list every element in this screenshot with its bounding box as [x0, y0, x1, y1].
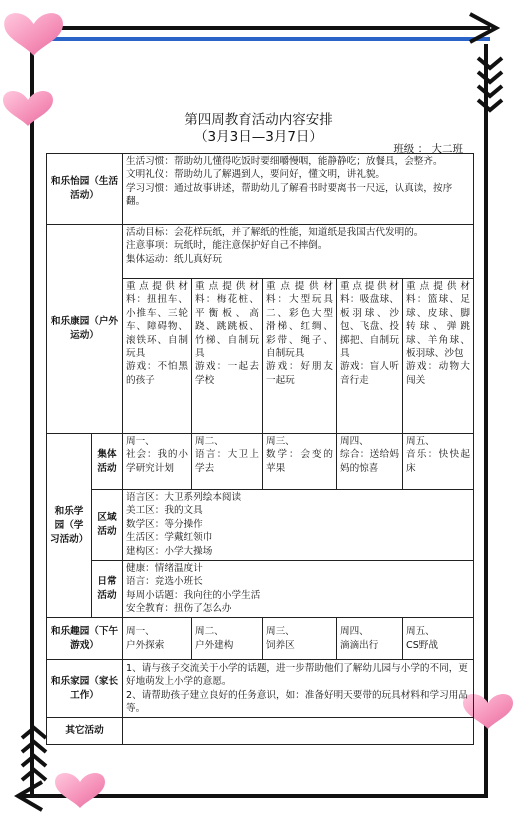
outdoor-day-cell: 重点提供材料：篮球、足球、皮球、脚转球、弹跳球、羊角球、板羽球、沙包 游戏：动物大闯关: [403, 279, 474, 434]
life-activity-cell: [123, 154, 474, 225]
collective-day-cell: 周二、 语言：大卫上学去: [192, 434, 263, 490]
table-row: [47, 490, 474, 561]
collective-day-cell: 周五、 音乐：快快起床: [403, 434, 474, 490]
section-label: 和乐家园（家长工作）: [47, 660, 123, 718]
chevron-stack-icon: [478, 58, 502, 110]
outdoor-day-cell: 重点提供材料：吸盘球、板羽球、沙包、飞盘、投掷把、自制玩具 游戏：盲人听音行走: [337, 279, 403, 434]
parent-work-cell: [123, 660, 474, 718]
text-line: 语言：竞选小班长: [126, 576, 203, 588]
area-activity-cell: [123, 490, 474, 561]
text-line: 学习习惯：通过故事讲述，帮助幼儿了解看书时要离书一尺远，认真读，按序翻。: [126, 182, 453, 208]
text-line: 数学区：等分操作: [126, 518, 203, 530]
sub-label: 区域活动: [92, 490, 123, 561]
text-line: 注意事项：玩纸时，能注意保护好自己不摔倒。: [126, 240, 328, 252]
class-label: 班级 ： 大二班: [393, 143, 463, 155]
afternoon-day-cell: 周一、 户外探索: [123, 618, 192, 660]
text-line: 生活习惯：帮助幼儿懂得吃饭时要细嚼慢咽，能静静吃；放餐具，会整齐。: [126, 156, 443, 167]
page-title: 第四周教育活动内容安排: [184, 112, 333, 128]
outdoor-day-cell: 重点提供材料：梅花桩、平衡板、高跷、跳跳板、竹梯、自制玩具 游戏：一起去学校: [192, 279, 263, 434]
text-line: 文明礼仪：帮助幼儿了解遇到人，要问好，懂文明，讲礼貌。: [126, 169, 386, 181]
outdoor-goal-cell: [123, 225, 474, 279]
text-line: 活动目标：会花样玩纸，并了解纸的性能，知道纸是我国古代发明的。: [126, 227, 424, 238]
text-line: 语言区：大卫系列绘本阅读: [126, 492, 242, 503]
table-row: [47, 660, 474, 718]
section-label: 和乐康园（户外运动）: [47, 225, 123, 434]
text-line: 1、请与孩子交流关于小学的话题，进一步帮助他们了解幼儿园与小学的不同，更好地萌发上小学的意愿。: [126, 662, 468, 688]
section-label: 其它活动: [47, 718, 123, 745]
text-line: 生活区：学戴红领巾: [126, 532, 213, 544]
afternoon-day-cell: 周三、 饲养区: [263, 618, 337, 660]
table-row: [47, 618, 474, 660]
table-row: [47, 434, 474, 490]
text-line: 2、请帮助孩子建立良好的任务意识，如：准备好明天要带的玩具材料和学习用品等。: [126, 689, 468, 714]
text-line: 安全教育：扭伤了怎么办: [126, 603, 232, 615]
table-row: [47, 154, 474, 225]
page-subtitle: （3月3日—3月7日）: [194, 129, 323, 145]
outdoor-day-cell: 重点提供材料：大型玩具二、彩色大型滑梯、红绸、彩带、绳子、自制玩具 游戏：好朋友一起玩: [263, 279, 337, 434]
collective-day-cell: 周三、 数学：会变的苹果: [263, 434, 337, 490]
text-line: 集体运动：纸儿真好玩: [126, 253, 222, 265]
schedule-table: [46, 153, 474, 745]
afternoon-day-cell: 周五、 CS野战: [403, 618, 474, 660]
outdoor-day-cell: 重点提供材料：扭扭车、小推车、三轮车、障碍物、滚铁环、自制玩具 游戏：不怕黑的孩子: [123, 279, 192, 434]
table-row: [47, 225, 474, 279]
text-line: 每周小话题：我向往的小学生活: [126, 589, 261, 601]
frame-right-line: [484, 44, 488, 794]
heart-icon: [55, 773, 105, 808]
arrow-right-icon: [40, 14, 496, 42]
text-line: 建构区：小学大操场: [126, 545, 213, 557]
heart-icon: [4, 13, 63, 56]
sub-label: 集体活动: [92, 434, 123, 490]
table-row: [47, 561, 474, 618]
afternoon-day-cell: 周二、 户外建构: [192, 618, 263, 660]
other-activity-cell: [123, 718, 474, 745]
frame-left-line: [30, 40, 34, 795]
afternoon-day-cell: 周四、 滴滴出行: [337, 618, 403, 660]
text-line: 健康：情绪温度计: [126, 563, 203, 574]
section-label: 和乐怡园（生活活动）: [47, 154, 123, 225]
text-line: 美工区：我的文具: [126, 505, 203, 517]
section-label: 和乐趣园（下午游戏）: [47, 618, 123, 660]
table-row: [47, 718, 474, 745]
sub-label: 日常活动: [92, 561, 123, 618]
daily-activity-cell: [123, 561, 474, 618]
section-label: 和乐学园（学习活动）: [47, 434, 92, 618]
collective-day-cell: 周四、 综合：送给妈妈的惊喜: [337, 434, 403, 490]
collective-day-cell: 周一、 社会：我的小学研究计划: [123, 434, 192, 490]
